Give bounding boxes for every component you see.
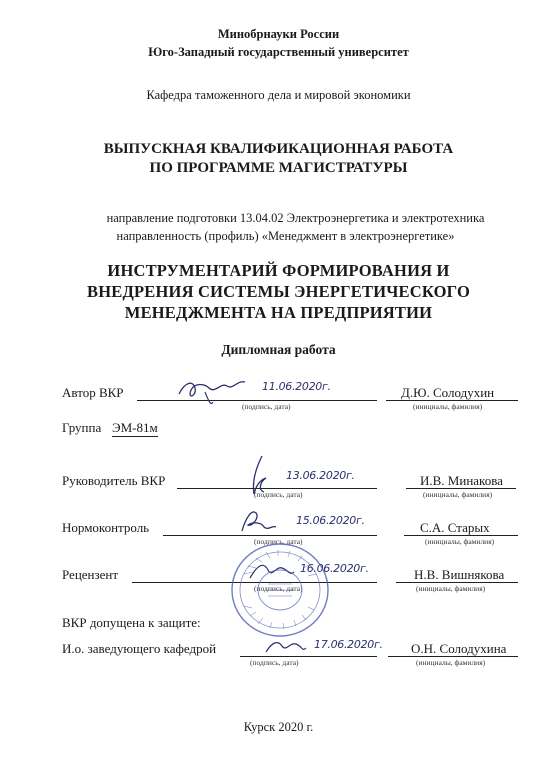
- head-label: И.о. заведующего кафедрой: [62, 641, 217, 656]
- group-value: ЭМ-81м: [112, 420, 158, 435]
- reviewer-name: Н.В. Вишнякова: [414, 567, 505, 582]
- reviewer-signature-caption: (подпись, дата): [254, 584, 303, 593]
- author-signature-caption: (подпись, дата): [242, 402, 291, 411]
- ministry-name: Минобрнауки России: [217, 27, 340, 41]
- supervisor-signature-caption: (подпись, дата): [254, 490, 303, 499]
- head-name: О.Н. Солодухина: [411, 641, 507, 656]
- university-name: Юго-Западный государственный университет: [148, 45, 409, 59]
- author-signature-line: [137, 400, 377, 401]
- thesis-title-line2: ВНЕДРЕНИЯ СИСТЕМЫ ЭНЕРГЕТИЧЕСКОГО: [87, 282, 470, 301]
- author-label: Автор ВКР: [62, 385, 124, 400]
- supervisor-name: И.В. Минакова: [420, 473, 503, 488]
- normocontrol-signature: [236, 505, 280, 537]
- direction-line: направление подготовки 13.04.02 Электроэнергетика и электротехника: [106, 211, 485, 225]
- reviewer-name-caption: (инициалы, фамилия): [416, 584, 486, 593]
- reviewer-date: 16.06.2020г.: [300, 562, 369, 575]
- supervisor-date: 13.06.2020г.: [286, 469, 355, 482]
- university-stamp: [228, 538, 332, 642]
- supervisor-signature: [240, 452, 280, 500]
- profile-line: направленность (профиль) «Менеджмент в электроэнергетике»: [116, 229, 455, 243]
- work-type-line1: ВЫПУСКНАЯ КВАЛИФИКАЦИОННАЯ РАБОТА: [103, 141, 454, 157]
- admission-label: ВКР допущена к защите:: [62, 615, 201, 630]
- head-signature-caption: (подпись, дата): [250, 658, 299, 667]
- department-name: Кафедра таможенного дела и мировой экономики: [146, 88, 411, 102]
- document-subtitle: Дипломная работа: [221, 342, 336, 357]
- author-name-caption: (инициалы, фамилия): [413, 402, 483, 411]
- normocontrol-name: С.А. Старых: [420, 520, 490, 535]
- normocontrol-signature-caption: (подпись, дата): [254, 537, 303, 546]
- author-name: Д.Ю. Солодухин: [401, 385, 495, 400]
- normocontrol-label: Нормоконтроль: [62, 520, 150, 535]
- normocontrol-name-caption: (инициалы, фамилия): [425, 537, 495, 546]
- head-signature-line: [240, 656, 377, 657]
- author-date: 11.06.2020г.: [262, 380, 331, 393]
- author-signature: [175, 372, 255, 408]
- reviewer-label: Рецензент: [62, 567, 119, 582]
- thesis-title-line1: ИНСТРУМЕНТАРИЙ ФОРМИРОВАНИЯ И: [107, 261, 450, 280]
- group-label: Группа: [62, 420, 102, 435]
- thesis-title-line3: МЕНЕДЖМЕНТА НА ПРЕДПРИЯТИИ: [124, 303, 433, 322]
- supervisor-name-caption: (инициалы, фамилия): [423, 490, 493, 499]
- head-date: 17.06.2020г.: [314, 638, 383, 651]
- head-signature: [262, 634, 308, 660]
- head-name-caption: (инициалы, фамилия): [416, 658, 486, 667]
- work-type-line2: ПО ПРОГРАММЕ МАГИСТРАТУРЫ: [149, 160, 408, 176]
- normocontrol-date: 15.06.2020г.: [296, 514, 365, 527]
- city-year: Курск 2020 г.: [243, 720, 314, 734]
- supervisor-label: Руководитель ВКР: [62, 473, 166, 488]
